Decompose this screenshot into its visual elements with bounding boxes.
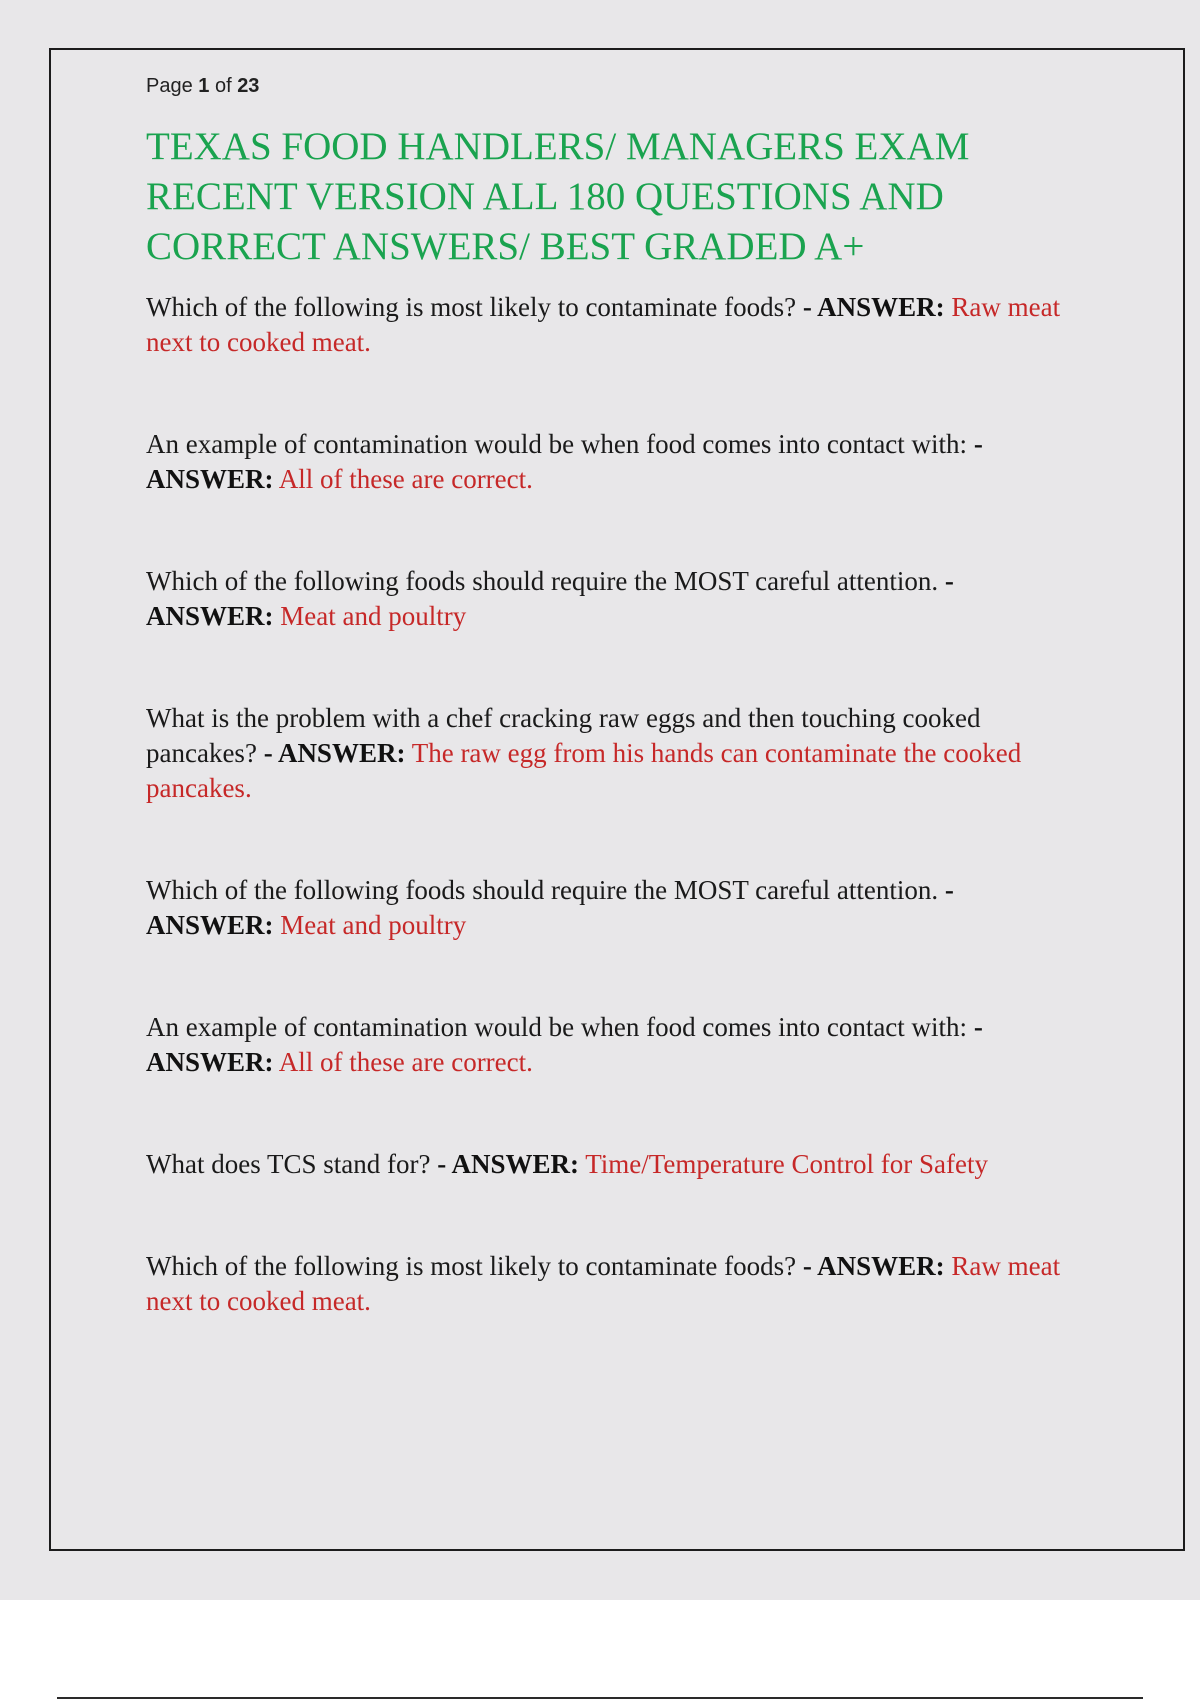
question-text: Which of the following foods should require the MOST careful attention. <box>146 875 939 905</box>
answer-text: Meat and poultry <box>280 910 467 940</box>
qa-item <box>146 1147 1086 1182</box>
document-title: TEXAS FOOD HANDLERS/ MANAGERS EXAM RECENT VERSION ALL 180 QUESTIONS AND CORRECT ANSWERS/ BEST GRADED A+ <box>146 125 970 268</box>
answer-label: - ANSWER: <box>146 429 983 494</box>
answer-label: - ANSWER: <box>802 1251 945 1281</box>
qa-item <box>146 873 1086 943</box>
qa-item <box>146 701 1086 806</box>
qa-item <box>146 1010 1086 1080</box>
answer-text: Meat and poultry <box>280 601 467 631</box>
answer-text: Raw meat next to cooked meat. <box>146 1251 1061 1316</box>
qa-item <box>146 1249 1086 1319</box>
question-answer-list <box>146 290 1086 1319</box>
answer-text: Time/Temperature Control for Safety <box>585 1149 989 1179</box>
page-number-current: 1 <box>198 75 210 97</box>
question-text: What does TCS stand for? <box>146 1149 431 1179</box>
answer-text: All of these are correct. <box>278 464 533 494</box>
question-text: Which of the following is most likely to contaminate foods? <box>146 1251 797 1281</box>
answer-label: - ANSWER: <box>802 292 945 322</box>
question-text: An example of contamination would be when food comes into contact with: <box>146 429 968 459</box>
page-number-prefix: Page <box>146 75 199 97</box>
page-number-separator: of <box>209 75 238 97</box>
qa-item <box>146 290 1086 360</box>
qa-item <box>146 427 1086 497</box>
answer-label: - ANSWER: <box>146 875 954 940</box>
question-text: What is the problem with a chef cracking raw eggs and then touching cooked pancakes? <box>146 703 981 768</box>
page-number-total: 23 <box>237 75 260 97</box>
document-page-content <box>146 72 1086 1319</box>
question-text: Which of the following is most likely to contaminate foods? <box>146 292 797 322</box>
answer-text: Raw meat next to cooked meat. <box>146 292 1061 357</box>
next-page-top-rule <box>57 1697 1143 1699</box>
answer-label: - ANSWER: <box>437 1149 579 1179</box>
page-number <box>146 72 1086 100</box>
answer-label: - ANSWER: <box>263 738 406 768</box>
question-text: Which of the following foods should require the MOST careful attention. <box>146 566 939 596</box>
qa-item <box>146 564 1086 634</box>
answer-label: - ANSWER: <box>146 1012 983 1077</box>
question-text: An example of contamination would be when food comes into contact with: <box>146 1012 968 1042</box>
answer-text: The raw egg from his hands can contaminate the cooked pancakes. <box>146 738 1022 803</box>
answer-label: - ANSWER: <box>146 566 954 631</box>
answer-text: All of these are correct. <box>278 1047 533 1077</box>
